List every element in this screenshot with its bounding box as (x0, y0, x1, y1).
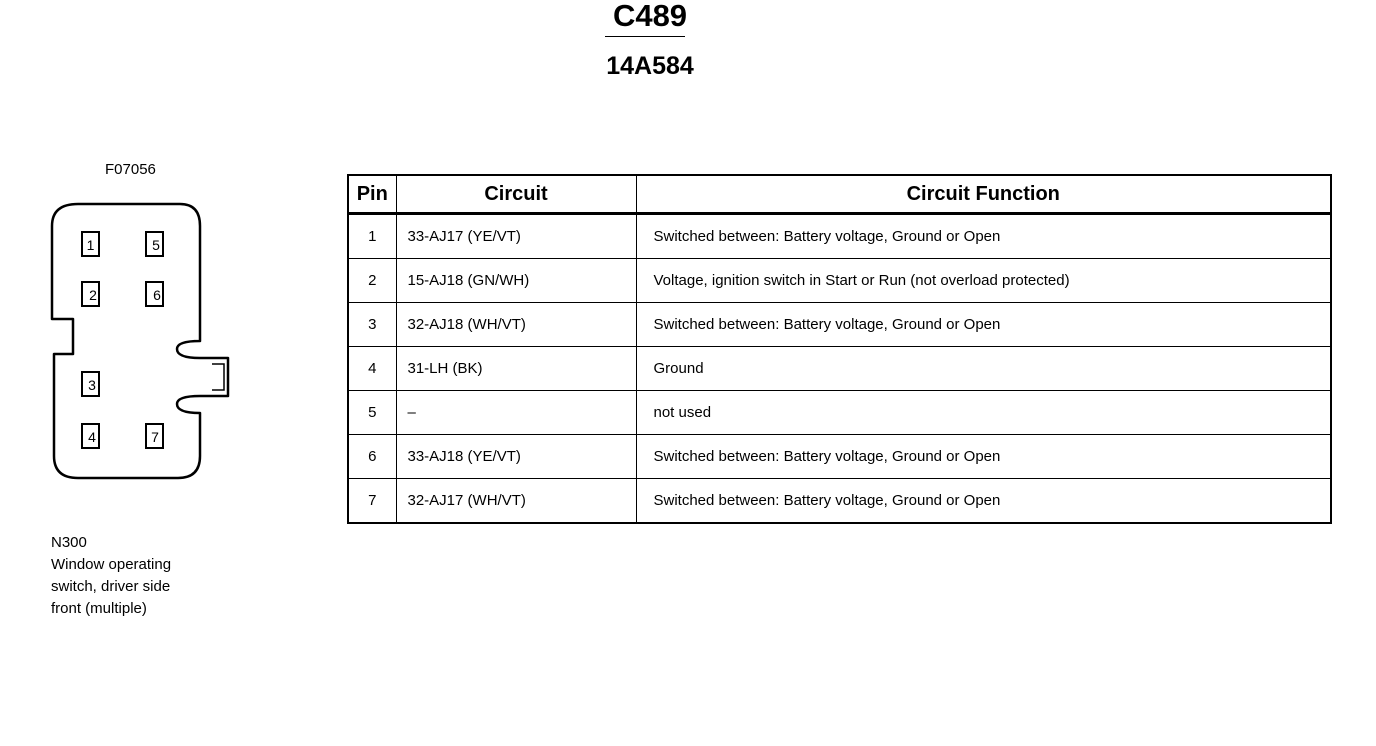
part-number: 14A584 (606, 52, 694, 80)
table-row (348, 214, 1331, 259)
pin-cavity-1 (82, 232, 99, 256)
cell-pin: 6 (348, 435, 396, 479)
title-underline (605, 36, 685, 37)
cell-circuit: 15-AJ18 (GN/WH) (396, 259, 636, 303)
connector-outline (52, 204, 228, 478)
pin-label: 5 (152, 237, 160, 253)
cell-function: Switched between: Battery voltage, Ground or Open (636, 435, 1331, 479)
pin-cavity-6 (146, 282, 163, 306)
component-code: N300 (51, 534, 87, 551)
table-row (348, 303, 1331, 347)
cell-pin: 1 (348, 214, 396, 259)
pin-circuit-table (347, 174, 1332, 524)
header-pin: Pin (348, 175, 396, 214)
pin-cavity-7 (146, 424, 163, 448)
table-row (348, 347, 1331, 391)
connector-title: C489 (612, 0, 688, 33)
cell-pin: 3 (348, 303, 396, 347)
table-row (348, 479, 1331, 524)
component-description-line: front (multiple) (51, 600, 147, 617)
figure-id: F07056 (105, 161, 156, 178)
cell-pin: 4 (348, 347, 396, 391)
pin-cavity-4 (82, 424, 99, 448)
cell-function: Switched between: Battery voltage, Ground or Open (636, 214, 1331, 259)
component-description-line: switch, driver side (51, 578, 171, 595)
pin-cavity-2 (82, 282, 99, 306)
cell-function: not used (636, 391, 1331, 435)
cell-function: Ground (636, 347, 1331, 391)
cell-circuit: 33-AJ17 (YE/VT) (396, 214, 636, 259)
header-circuit-function: Circuit Function (636, 175, 1331, 214)
cell-pin: 7 (348, 479, 396, 524)
pin-label: 7 (151, 429, 159, 445)
table-row (348, 435, 1331, 479)
cell-circuit: 32-AJ18 (WH/VT) (396, 303, 636, 347)
pin-label: 4 (88, 429, 96, 445)
pin-cavity-5 (146, 232, 163, 256)
cell-circuit: 31-LH (BK) (396, 347, 636, 391)
cell-function: Switched between: Battery voltage, Ground or Open (636, 479, 1331, 524)
cell-function: Voltage, ignition switch in Start or Run (not overload protected) (636, 259, 1331, 303)
pin-label: 1 (86, 237, 95, 253)
cell-pin: 5 (348, 391, 396, 435)
header-circuit: Circuit (396, 175, 636, 214)
cell-pin: 2 (348, 259, 396, 303)
pin-cavity-3 (82, 372, 99, 396)
pin-label: 3 (88, 377, 96, 393)
pin-label: 2 (89, 287, 97, 303)
connector-face-diagram (40, 196, 240, 486)
component-description-line: Window operating (51, 556, 172, 573)
table-row (348, 391, 1331, 435)
cell-circuit: 32-AJ17 (WH/VT) (396, 479, 636, 524)
connector-latch-line (212, 364, 224, 390)
cell-function: Switched between: Battery voltage, Ground or Open (636, 303, 1331, 347)
table-header-row (348, 175, 1331, 214)
pin-label: 6 (153, 287, 161, 303)
cell-circuit: 33-AJ18 (YE/VT) (396, 435, 636, 479)
component-caption (51, 532, 171, 620)
cell-circuit: – (396, 391, 636, 435)
table-row (348, 259, 1331, 303)
